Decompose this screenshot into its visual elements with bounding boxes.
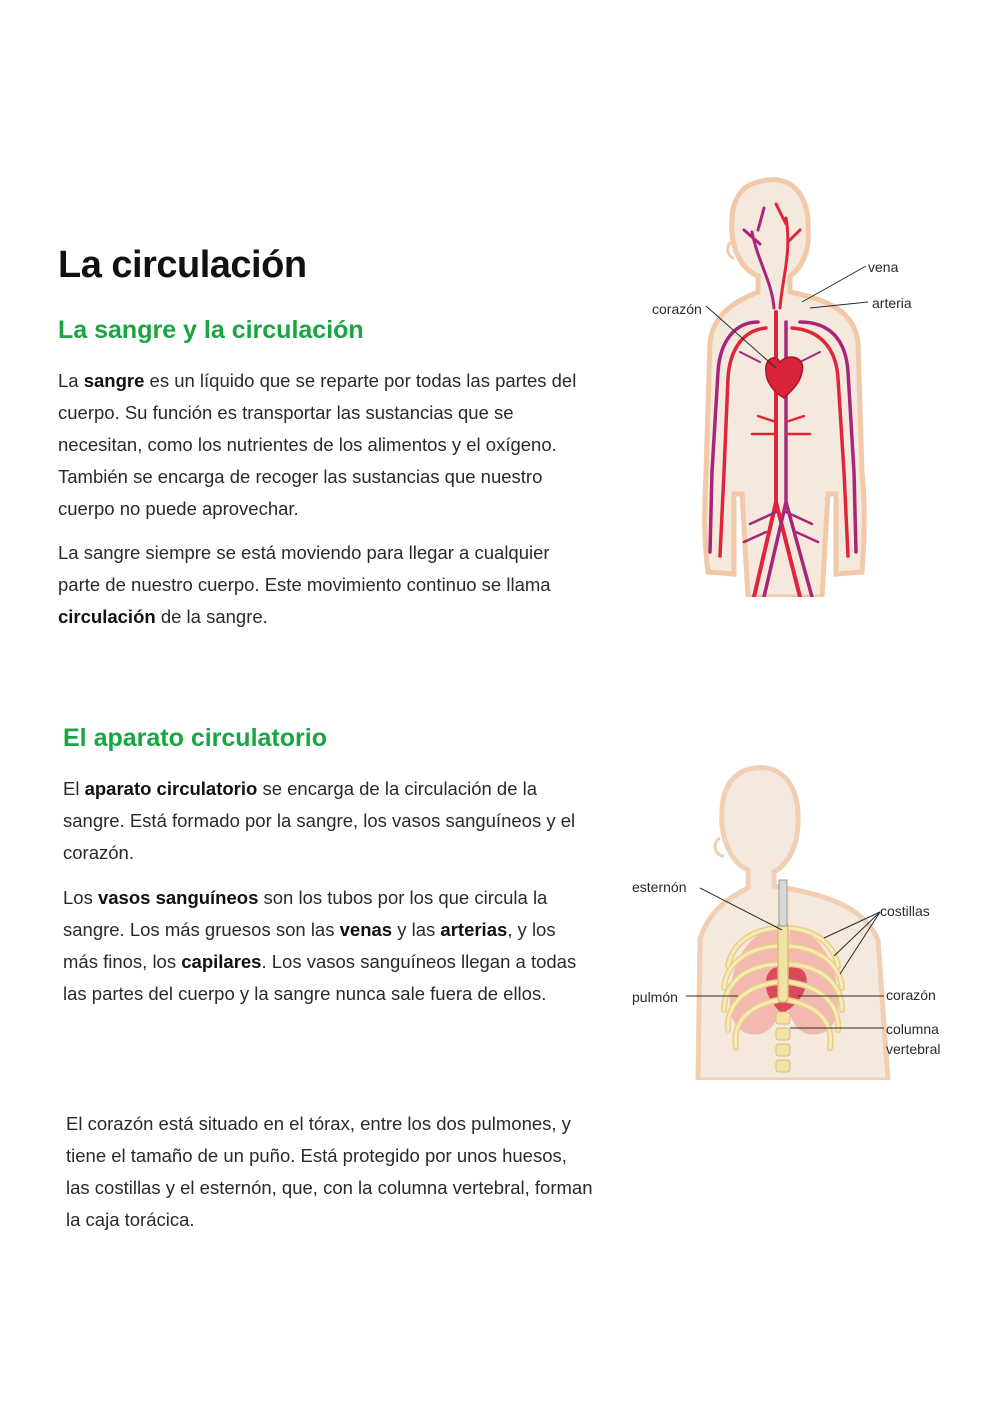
keyword-sangre: sangre <box>83 370 145 391</box>
text-run: son los tubos por los que circula la sangre. Los más gruesos son las <box>63 887 548 940</box>
paragraph-blood-definition <box>58 365 578 525</box>
text-run: de la sangre. <box>155 606 268 627</box>
text-run: es un líquido que se reparte por todas las partes del cuerpo. Su función es transportar las sustancias que se necesitan, como los nutrientes de los alimentos y el oxígeno. También se encarga de recoger las sustancias que nuestro cuerpo no puede aprovechar. <box>58 370 577 519</box>
thorax-figure <box>628 760 968 1080</box>
text-run: El <box>63 778 85 799</box>
keyword-capilares: capilares <box>181 951 262 972</box>
label-corazon: corazón <box>886 987 936 1003</box>
label-costillas: costillas <box>880 903 930 919</box>
keyword-vasos-sanguineos: vasos sanguíneos <box>97 887 259 908</box>
label-vena: vena <box>868 259 899 275</box>
sternum <box>778 922 788 1002</box>
label-arteria: arteria <box>872 295 912 311</box>
text-run: La sangre siempre se está moviendo para llegar a cualquier parte de nuestro cuerpo. Este movimiento continuo se llama <box>58 542 551 595</box>
label-pulmon: pulmón <box>632 989 678 1005</box>
text-run: . Los vasos sanguíneos llegan a todas las partes del cuerpo y la sangre nunca sale fuera de ellos. <box>63 951 577 1004</box>
upper-body-silhouette <box>698 768 888 1080</box>
paragraph-blood-vessels <box>63 882 591 1010</box>
paragraph-circulatory-system <box>63 773 591 869</box>
circulatory-system-figure <box>640 172 940 597</box>
keyword-arterias: arterias <box>440 919 508 940</box>
page-title: La circulación <box>58 244 307 286</box>
keyword-circulacion: circulación <box>58 606 156 627</box>
trachea <box>779 880 787 926</box>
paragraph-heart-location: El corazón está situado en el tórax, entre los dos pulmones, y tiene el tamaño de un puño. Está protegido por unos huesos, las costillas y el esternón, que, con la columna vertebral, forman la caja torácica. <box>66 1113 593 1230</box>
label-esternon: esternón <box>632 879 687 895</box>
text-run: se encarga de la circulación de la sangre. Está formado por la sangre, los vasos sanguíneos y el corazón. <box>63 778 576 863</box>
text-run: , y los más finos, los <box>63 919 556 972</box>
keyword-aparato-circulatorio: aparato circulatorio <box>84 778 258 799</box>
text-run: Los <box>63 887 98 908</box>
section-heading-circulatory-system: El aparato circulatorio <box>63 724 327 752</box>
paragraph-circulation-definition <box>58 537 578 633</box>
text-run: y las <box>392 919 441 940</box>
label-corazon: corazón <box>652 301 702 317</box>
section-heading-blood: La sangre y la circulación <box>58 316 364 344</box>
text-run: La <box>58 370 84 391</box>
keyword-venas: venas <box>339 919 393 940</box>
label-vertebral: vertebral <box>886 1041 941 1057</box>
label-columna: columna <box>886 1021 939 1037</box>
